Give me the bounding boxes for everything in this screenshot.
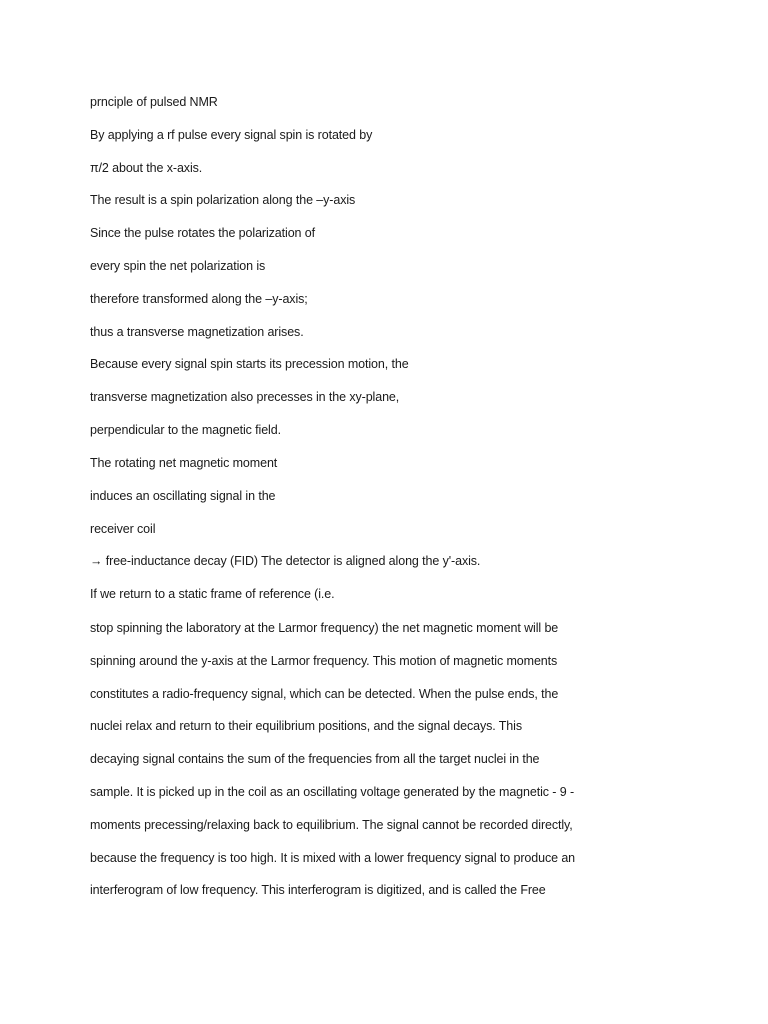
text-line: decaying signal contains the sum of the frequencies from all the target nuclei in the bbox=[90, 752, 540, 766]
text-line: nuclei relax and return to their equilibrium positions, and the signal decays. This bbox=[90, 719, 522, 733]
text-line: transverse magnetization also precesses in the xy-plane, bbox=[90, 390, 400, 404]
text-line: sample. It is picked up in the coil as an oscillating voltage generated by the magnetic - 9 - bbox=[90, 785, 575, 799]
text-line: moments precessing/relaxing back to equilibrium. The signal cannot be recorded directly, bbox=[90, 818, 573, 832]
doc-heading: prnciple of pulsed NMR bbox=[90, 95, 218, 109]
text-line: constitutes a radio-frequency signal, which can be detected. When the pulse ends, the bbox=[90, 687, 559, 701]
text-line: interferogram of low frequency. This interferogram is digitized, and is called the Free bbox=[90, 883, 546, 897]
text-line: spinning around the y-axis at the Larmor frequency. This motion of magnetic moments bbox=[90, 654, 558, 668]
text-line: By applying a rf pulse every signal spin is rotated by bbox=[90, 128, 373, 142]
text-line: induces an oscillating signal in the bbox=[90, 489, 276, 503]
text-line: every spin the net polarization is bbox=[90, 259, 266, 273]
text-line: π/2 about the x-axis. bbox=[90, 161, 203, 175]
text-line: Since the pulse rotates the polarization of bbox=[90, 226, 316, 240]
text-line: Because every signal spin starts its precession motion, the bbox=[90, 357, 409, 371]
text-line: The result is a spin polarization along the –y-axis bbox=[90, 193, 356, 207]
text-line: receiver coil bbox=[90, 522, 156, 536]
text-line: thus a transverse magnetization arises. bbox=[90, 325, 304, 339]
text-line: → free-inductance decay (FID) The detector is aligned along the y'-axis. bbox=[90, 554, 481, 568]
text-line: The rotating net magnetic moment bbox=[90, 456, 278, 470]
text-line: If we return to a static frame of reference (i.e. bbox=[90, 587, 335, 601]
text-line: stop spinning the laboratory at the Larmor frequency) the net magnetic moment will be bbox=[90, 621, 559, 635]
text-line: because the frequency is too high. It is mixed with a lower frequency signal to produce an bbox=[90, 851, 576, 865]
text-line: perpendicular to the magnetic field. bbox=[90, 423, 281, 437]
text-line: therefore transformed along the –y-axis; bbox=[90, 292, 308, 306]
